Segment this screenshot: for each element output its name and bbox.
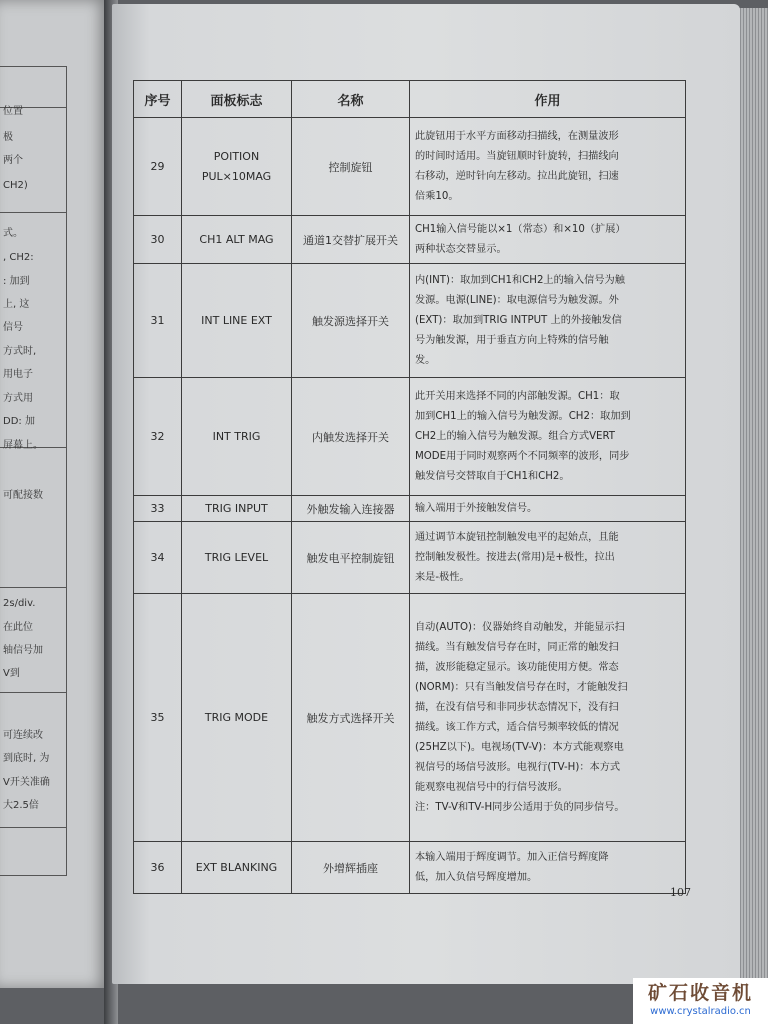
row-name: 触发方式选择开关 xyxy=(292,594,410,842)
left-text-fragment: 2s/div. xyxy=(3,598,36,609)
row-function xyxy=(410,522,686,594)
row-number: 32 xyxy=(134,378,182,496)
panel-mark-line: EXT BLANKING xyxy=(195,860,278,874)
watermark-title: 矿石收音机 xyxy=(647,982,753,1004)
panel-mark-line: CH1 ALT MAG xyxy=(199,232,274,246)
panel-mark-line: PUL×10MAG xyxy=(201,169,272,183)
function-line: 的时间时适用。当旋钮顺时针旋转，扫描线向 xyxy=(415,150,619,162)
row-name: 触发源选择开关 xyxy=(292,264,410,378)
function-line: 触发信号交替取自于CH1和CH2。 xyxy=(415,470,570,482)
left-text-fragment: 到底时, 为 xyxy=(3,753,50,764)
panel-mark-line: TRIG LEVEL xyxy=(204,550,269,564)
table-row xyxy=(134,842,686,894)
watermark-url: www.crystalradio.cn xyxy=(650,1006,751,1017)
left-table-divider xyxy=(0,827,66,828)
left-text-fragment: , CH2: xyxy=(3,252,34,263)
row-name: 通道1交替扩展开关 xyxy=(292,216,410,264)
function-line: CH2上的输入信号为触发源。组合方式VERT xyxy=(415,430,616,442)
row-number: 29 xyxy=(134,118,182,216)
table-row xyxy=(134,496,686,522)
table-row xyxy=(134,522,686,594)
table-row xyxy=(134,264,686,378)
row-function xyxy=(410,378,686,496)
function-line: 描线。当有触发信号存在时，同正常的触发扫 xyxy=(415,641,619,653)
left-page xyxy=(0,0,108,988)
left-text-fragment: 可连续改 xyxy=(3,730,43,741)
left-table-divider xyxy=(0,692,66,693)
site-watermark xyxy=(633,978,768,1024)
row-name: 外增辉插座 xyxy=(292,842,410,894)
row-panel-mark xyxy=(182,496,292,522)
row-name: 外触发输入连接器 xyxy=(292,496,410,522)
function-line: 控制触发极性。按进去(常用)是+极性，拉出 xyxy=(415,551,615,563)
panel-mark-line: INT TRIG xyxy=(212,429,261,443)
left-text-fragment: 用电子 xyxy=(3,369,33,380)
function-line: 描线。该工作方式，适合信号频率较低的情况 xyxy=(415,721,619,733)
row-function xyxy=(410,842,686,894)
left-text-fragment: 屏幕上。 xyxy=(3,440,43,451)
row-number: 33 xyxy=(134,496,182,522)
function-line: 号为触发源，用于垂直方向上特殊的信号触 xyxy=(415,334,609,346)
row-number: 31 xyxy=(134,264,182,378)
left-text-fragment: DD: 加 xyxy=(3,416,35,427)
function-line: 自动(AUTO)：仪器始终自动触发，并能显示扫 xyxy=(415,621,625,633)
row-panel-mark xyxy=(182,264,292,378)
header-name: 名称 xyxy=(292,81,410,118)
function-line: 此开关用来选择不同的内部触发源。CH1：取 xyxy=(415,390,620,402)
left-table-divider xyxy=(0,587,66,588)
function-line: 此旋钮用于水平方面移动扫描线，在测量波形 xyxy=(415,130,619,142)
function-line: 两种状态交替显示。 xyxy=(415,243,507,255)
function-line: 右移动，逆时针向左移动。拉出此旋钮，扫速 xyxy=(415,170,619,182)
table-row xyxy=(134,378,686,496)
row-function xyxy=(410,594,686,842)
function-line: (EXT)：取加到TRIG INTPUT 上的外接触发信 xyxy=(415,314,622,326)
left-text-fragment: 方式用 xyxy=(3,393,33,404)
header-panel-mark: 面板标志 xyxy=(182,81,292,118)
function-line: 本输入端用于辉度调节。加入正信号辉度降 xyxy=(415,851,609,863)
function-line: 加到CH1上的输入信号为触发源。CH2：取加到 xyxy=(415,410,631,422)
row-function xyxy=(410,264,686,378)
function-line: 描，波形能稳定显示。该功能使用方便。常态 xyxy=(415,661,619,673)
row-name: 触发电平控制旋钮 xyxy=(292,522,410,594)
row-number: 35 xyxy=(134,594,182,842)
left-table-divider xyxy=(0,212,66,213)
panel-mark-line: TRIG MODE xyxy=(204,710,269,724)
row-function xyxy=(410,118,686,216)
left-text-fragment: V到 xyxy=(3,668,20,679)
function-line: 能观察电视信号中的行信号波形。 xyxy=(415,781,568,793)
row-panel-mark xyxy=(182,842,292,894)
function-line: MODE用于同时观察两个不同频率的波形，同步 xyxy=(415,450,630,462)
function-line: 发源。电源(LINE)：取电源信号为触发源。外 xyxy=(415,294,619,306)
function-line: 通过调节本旋钮控制触发电平的起始点，且能 xyxy=(415,531,619,543)
left-text-fragment: 两个 xyxy=(3,155,23,166)
function-line: 低，加入负信号辉度增加。 xyxy=(415,871,538,883)
row-panel-mark xyxy=(182,378,292,496)
row-number: 36 xyxy=(134,842,182,894)
left-text-fragment: 轴信号加 xyxy=(3,645,43,656)
function-line: 视信号的场信号波形。电视行(TV-H)：本方式 xyxy=(415,761,621,773)
function-line: 描，在没有信号和非同步状态情况下，没有扫 xyxy=(415,701,619,713)
panel-mark-line: INT LINE EXT xyxy=(201,313,272,327)
row-number: 34 xyxy=(134,522,182,594)
row-panel-mark xyxy=(182,522,292,594)
left-text-fragment: 在此位 xyxy=(3,622,33,633)
function-line: 发。 xyxy=(415,354,436,366)
function-line: 输入端用于外接触发信号。 xyxy=(415,502,538,514)
row-function xyxy=(410,216,686,264)
function-line: (NORM)：只有当触发信号存在时，才能触发扫 xyxy=(415,681,628,693)
row-panel-mark xyxy=(182,118,292,216)
row-name: 内触发选择开关 xyxy=(292,378,410,496)
table-header-row xyxy=(134,81,686,118)
row-panel-mark xyxy=(182,216,292,264)
function-line: CH1输入信号能以×1（常态）和×10（扩展） xyxy=(415,223,626,235)
function-line: (25HZ以下)。电视场(TV-V)：本方式能观察电 xyxy=(415,741,624,753)
function-line: 倍乘10。 xyxy=(415,190,459,202)
function-line: 内(INT)：取加到CH1和CH2上的输入信号为触 xyxy=(415,274,625,286)
panel-mark-line: POITION xyxy=(213,149,260,163)
table-row xyxy=(134,118,686,216)
left-text-fragment: 式。 xyxy=(3,228,23,239)
table-row xyxy=(134,594,686,842)
left-text-fragment: 极 xyxy=(3,132,13,143)
function-line: 注：TV-V和TV-H同步公适用于负的同步信号。 xyxy=(415,801,625,813)
header-number: 序号 xyxy=(134,81,182,118)
left-text-fragment: 方式时, xyxy=(3,346,37,357)
left-text-fragment: 上, 这 xyxy=(3,299,30,310)
row-function xyxy=(410,496,686,522)
left-text-fragment: 位置 xyxy=(3,106,23,117)
left-text-fragment: 信号 xyxy=(3,322,23,333)
left-text-fragment: 大2.5倍 xyxy=(3,800,39,811)
left-text-fragment: CH2) xyxy=(3,180,28,191)
table-row xyxy=(134,216,686,264)
left-text-fragment: 可配接数 xyxy=(3,490,43,501)
row-number: 30 xyxy=(134,216,182,264)
row-panel-mark xyxy=(182,594,292,842)
controls-table xyxy=(133,80,686,894)
page-number: 107 xyxy=(670,886,691,899)
page-edges xyxy=(738,8,768,984)
row-name: 控制旋钮 xyxy=(292,118,410,216)
function-line: 来是-极性。 xyxy=(415,571,470,583)
left-text-fragment: : 加到 xyxy=(3,276,30,287)
header-function: 作用 xyxy=(410,81,686,118)
panel-mark-line: TRIG INPUT xyxy=(205,501,268,515)
left-text-fragment: V开关准确 xyxy=(3,777,50,788)
